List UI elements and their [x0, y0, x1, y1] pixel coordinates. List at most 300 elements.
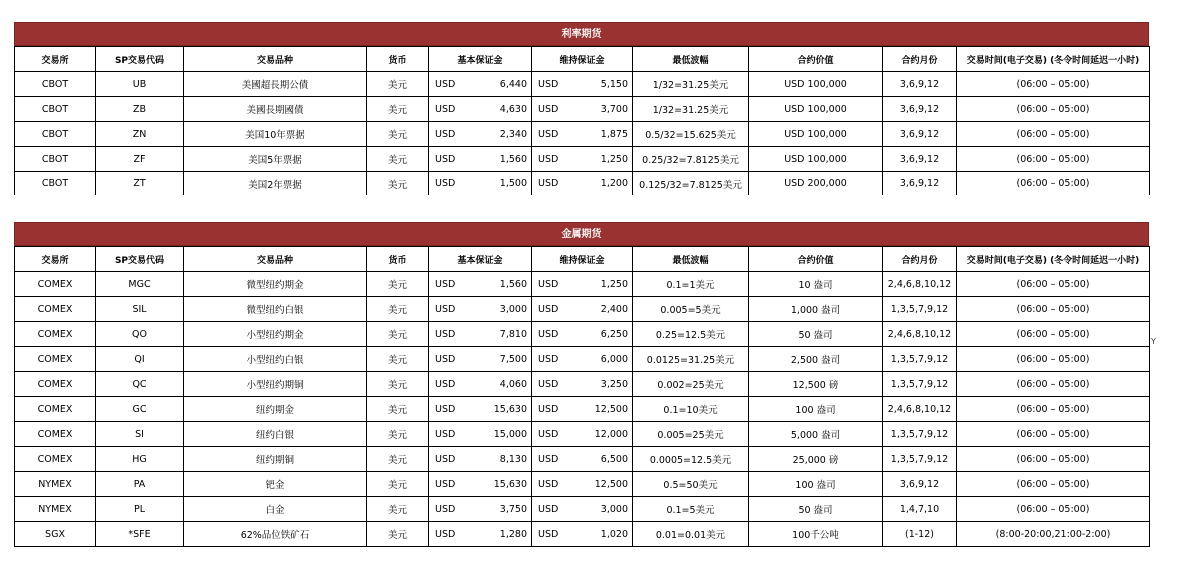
amount-wrap: [532, 104, 632, 115]
metal-futures-table: [14, 246, 1150, 547]
currency-cell: 美元: [367, 297, 429, 322]
tick-cell: 1/32=31.25美元: [633, 97, 749, 122]
hours-cell: (06:00 – 05:00): [957, 322, 1150, 347]
currency-code: USD: [538, 153, 559, 165]
amount-wrap: [532, 354, 632, 365]
tick-cell: 0.1=10美元: [633, 397, 749, 422]
amount-value: 4,060: [499, 378, 527, 390]
code-cell: *SFE: [96, 522, 184, 547]
product-cell: 小型纽约期金: [184, 322, 367, 347]
contract-value-cell: 10 盎司: [749, 272, 883, 297]
amount-wrap: [532, 379, 632, 390]
currency-code: USD: [538, 528, 559, 540]
table-row: [15, 522, 1150, 547]
exchange-cell: CBOT: [15, 172, 96, 196]
maintenance-margin-cell: [532, 122, 633, 147]
table-row: [15, 347, 1150, 372]
hours-cell: (06:00 – 05:00): [957, 372, 1150, 397]
contract-value-cell: 50 盎司: [749, 497, 883, 522]
col-exchange-header: 交易所: [15, 47, 96, 72]
currency-code: USD: [538, 103, 559, 115]
product-cell: 钯金: [184, 472, 367, 497]
tick-cell: 0.01=0.01美元: [633, 522, 749, 547]
months-cell: 2,4,6,8,10,12: [883, 322, 957, 347]
initial-margin-cell: [429, 322, 532, 347]
tick-cell: 0.005=5美元: [633, 297, 749, 322]
exchange-cell: CBOT: [15, 97, 96, 122]
amount-wrap: [532, 304, 632, 315]
exchange-cell: COMEX: [15, 347, 96, 372]
amount-value: 3,000: [499, 303, 527, 315]
contract-value-cell: 100 盎司: [749, 472, 883, 497]
amount-value: 6,500: [600, 453, 628, 465]
contract-value-cell: 12,500 磅: [749, 372, 883, 397]
amount-wrap: [429, 529, 531, 540]
table-body: [15, 272, 1150, 547]
hours-cell: (06:00 – 05:00): [957, 347, 1150, 372]
amount-value: 12,000: [594, 428, 628, 440]
product-cell: 微型纽约白银: [184, 297, 367, 322]
amount-wrap: [429, 79, 531, 90]
amount-value: 6,000: [600, 353, 628, 365]
table-row: [15, 472, 1150, 497]
amount-wrap: [532, 404, 632, 415]
hours-cell: (06:00 – 05:00): [957, 72, 1150, 97]
months-cell: 3,6,9,12: [883, 122, 957, 147]
currency-code: USD: [435, 428, 456, 440]
tick-cell: 0.0125=31.25美元: [633, 347, 749, 372]
hours-cell: (06:00 – 05:00): [957, 397, 1150, 422]
col-contract-value-header: 合约价值: [749, 47, 883, 72]
currency-cell: 美元: [367, 522, 429, 547]
code-cell: SIL: [96, 297, 184, 322]
col-code-header: SP交易代码: [96, 247, 184, 272]
currency-code: USD: [538, 403, 559, 415]
maintenance-margin-cell: [532, 97, 633, 122]
table-row: [15, 447, 1150, 472]
initial-margin-cell: [429, 72, 532, 97]
maintenance-margin-cell: [532, 422, 633, 447]
col-initial-margin-header: 基本保证金: [429, 247, 532, 272]
currency-cell: 美元: [367, 422, 429, 447]
amount-value: 1,280: [499, 528, 527, 540]
amount-wrap: [532, 178, 632, 189]
currency-code: USD: [435, 103, 456, 115]
code-cell: ZF: [96, 147, 184, 172]
col-months-header: 合约月份: [883, 247, 957, 272]
product-cell: 纽约期铜: [184, 447, 367, 472]
tick-cell: 1/32=31.25美元: [633, 72, 749, 97]
maintenance-margin-cell: [532, 497, 633, 522]
currency-cell: 美元: [367, 497, 429, 522]
maintenance-margin-cell: [532, 522, 633, 547]
contract-value-cell: 25,000 磅: [749, 447, 883, 472]
months-cell: 1,3,5,7,9,12: [883, 447, 957, 472]
tick-cell: 0.5=50美元: [633, 472, 749, 497]
amount-value: 1,500: [499, 178, 527, 189]
currency-code: USD: [435, 128, 456, 140]
amount-wrap: [429, 129, 531, 140]
product-cell: 小型纽约白银: [184, 347, 367, 372]
tick-cell: 0.25/32=7.8125美元: [633, 147, 749, 172]
currency-cell: 美元: [367, 147, 429, 172]
tick-cell: 0.002=25美元: [633, 372, 749, 397]
code-cell: SI: [96, 422, 184, 447]
col-code-header: SP交易代码: [96, 47, 184, 72]
amount-wrap: [429, 404, 531, 415]
maintenance-margin-cell: [532, 447, 633, 472]
code-cell: UB: [96, 72, 184, 97]
code-cell: PA: [96, 472, 184, 497]
maintenance-margin-cell: [532, 272, 633, 297]
amount-value: 4,630: [499, 103, 527, 115]
table-body: [15, 72, 1150, 196]
maintenance-margin-cell: [532, 322, 633, 347]
currency-code: USD: [538, 278, 559, 290]
interest-rate-futures-table: [14, 46, 1150, 195]
col-maintenance-margin-header: 维持保证金: [532, 247, 633, 272]
exchange-cell: COMEX: [15, 447, 96, 472]
maintenance-margin-cell: [532, 72, 633, 97]
hours-cell: (06:00 – 05:00): [957, 97, 1150, 122]
initial-margin-cell: [429, 97, 532, 122]
contract-value-cell: 2,500 盎司: [749, 347, 883, 372]
amount-value: 15,630: [493, 403, 527, 415]
initial-margin-cell: [429, 272, 532, 297]
currency-cell: 美元: [367, 372, 429, 397]
amount-wrap: [429, 429, 531, 440]
table-row: [15, 372, 1150, 397]
currency-code: USD: [538, 353, 559, 365]
col-hours-header: 交易时间(电子交易) (冬令时间延迟一小时): [957, 47, 1150, 72]
contract-value-cell: USD 100,000: [749, 122, 883, 147]
side-mark: Y: [1151, 337, 1156, 346]
months-cell: 1,3,5,7,9,12: [883, 372, 957, 397]
amount-wrap: [532, 454, 632, 465]
amount-wrap: [532, 479, 632, 490]
code-cell: QO: [96, 322, 184, 347]
maintenance-margin-cell: [532, 147, 633, 172]
code-cell: HG: [96, 447, 184, 472]
currency-code: USD: [435, 478, 456, 490]
currency-cell: 美元: [367, 447, 429, 472]
table-row: [15, 297, 1150, 322]
product-cell: 白金: [184, 497, 367, 522]
contract-value-cell: 1,000 盎司: [749, 297, 883, 322]
amount-wrap: [429, 279, 531, 290]
currency-code: USD: [538, 78, 559, 90]
contract-value-cell: 5,000 盎司: [749, 422, 883, 447]
amount-wrap: [429, 354, 531, 365]
currency-cell: 美元: [367, 472, 429, 497]
hours-cell: (06:00 – 05:00): [957, 447, 1150, 472]
col-hours-header: 交易时间(电子交易) (冬令时间延迟一小时): [957, 247, 1150, 272]
amount-value: 3,250: [600, 378, 628, 390]
col-currency-header: 货币: [367, 247, 429, 272]
table-row: [15, 147, 1150, 172]
hours-cell: (06:00 – 05:00): [957, 147, 1150, 172]
amount-value: 8,130: [499, 453, 527, 465]
product-cell: 美國長期國債: [184, 97, 367, 122]
currency-code: USD: [435, 528, 456, 540]
metal-futures-section: [14, 222, 1149, 547]
currency-code: USD: [435, 78, 456, 90]
table-row: [15, 72, 1150, 97]
col-months-header: 合约月份: [883, 47, 957, 72]
code-cell: QC: [96, 372, 184, 397]
currency-cell: 美元: [367, 172, 429, 196]
code-cell: QI: [96, 347, 184, 372]
months-cell: 3,6,9,12: [883, 72, 957, 97]
interest-rate-futures-section: [14, 22, 1149, 195]
amount-wrap: [429, 178, 531, 189]
amount-value: 6,250: [600, 328, 628, 340]
tick-cell: 0.25=12.5美元: [633, 322, 749, 347]
currency-code: USD: [538, 453, 559, 465]
table-row: [15, 422, 1150, 447]
hours-cell: (06:00 – 05:00): [957, 497, 1150, 522]
exchange-cell: CBOT: [15, 72, 96, 97]
amount-wrap: [532, 79, 632, 90]
amount-value: 3,000: [600, 503, 628, 515]
tick-cell: 0.1=1美元: [633, 272, 749, 297]
currency-code: USD: [538, 428, 559, 440]
initial-margin-cell: [429, 472, 532, 497]
maintenance-margin-cell: [532, 397, 633, 422]
contract-value-cell: USD 200,000: [749, 172, 883, 196]
exchange-cell: NYMEX: [15, 497, 96, 522]
currency-cell: 美元: [367, 397, 429, 422]
tick-cell: 0.5/32=15.625美元: [633, 122, 749, 147]
amount-wrap: [532, 529, 632, 540]
maintenance-margin-cell: [532, 372, 633, 397]
months-cell: 3,6,9,12: [883, 172, 957, 196]
col-initial-margin-header: 基本保证金: [429, 47, 532, 72]
product-cell: 纽约白银: [184, 422, 367, 447]
initial-margin-cell: [429, 447, 532, 472]
code-cell: GC: [96, 397, 184, 422]
table-row: [15, 397, 1150, 422]
code-cell: ZT: [96, 172, 184, 196]
currency-cell: 美元: [367, 72, 429, 97]
currency-cell: 美元: [367, 97, 429, 122]
exchange-cell: COMEX: [15, 422, 96, 447]
months-cell: 2,4,6,8,10,12: [883, 397, 957, 422]
amount-value: 12,500: [594, 403, 628, 415]
hours-cell: (8:00-20:00,21:00-2:00): [957, 522, 1150, 547]
contract-value-cell: USD 100,000: [749, 97, 883, 122]
currency-code: USD: [538, 503, 559, 515]
months-cell: 2,4,6,8,10,12: [883, 272, 957, 297]
col-maintenance-margin-header: 维持保证金: [532, 47, 633, 72]
months-cell: 3,6,9,12: [883, 147, 957, 172]
initial-margin-cell: [429, 422, 532, 447]
months-cell: 1,4,7,10: [883, 497, 957, 522]
currency-code: USD: [435, 328, 456, 340]
months-cell: 3,6,9,12: [883, 97, 957, 122]
hours-cell: (06:00 – 05:00): [957, 422, 1150, 447]
amount-value: 1,250: [600, 153, 628, 165]
amount-wrap: [532, 429, 632, 440]
amount-value: 15,630: [493, 478, 527, 490]
amount-wrap: [429, 304, 531, 315]
currency-code: USD: [538, 478, 559, 490]
currency-code: USD: [538, 303, 559, 315]
section-title: 利率期货: [14, 22, 1149, 46]
currency-cell: 美元: [367, 272, 429, 297]
amount-value: 15,000: [493, 428, 527, 440]
amount-wrap: [429, 329, 531, 340]
currency-code: USD: [435, 278, 456, 290]
col-currency-header: 货币: [367, 47, 429, 72]
product-cell: 62%品位铁矿石: [184, 522, 367, 547]
initial-margin-cell: [429, 397, 532, 422]
currency-code: USD: [538, 328, 559, 340]
currency-code: USD: [435, 178, 456, 189]
currency-cell: 美元: [367, 322, 429, 347]
table-row: [15, 497, 1150, 522]
amount-value: 6,440: [499, 78, 527, 90]
maintenance-margin-cell: [532, 472, 633, 497]
currency-code: USD: [435, 353, 456, 365]
hours-cell: (06:00 – 05:00): [957, 272, 1150, 297]
amount-value: 1,020: [600, 528, 628, 540]
table-row: [15, 322, 1150, 347]
amount-value: 3,700: [600, 103, 628, 115]
exchange-cell: COMEX: [15, 272, 96, 297]
amount-value: 12,500: [594, 478, 628, 490]
months-cell: 1,3,5,7,9,12: [883, 297, 957, 322]
exchange-cell: COMEX: [15, 297, 96, 322]
contract-value-cell: 100 盎司: [749, 397, 883, 422]
amount-wrap: [429, 104, 531, 115]
table-row: [15, 272, 1150, 297]
currency-cell: 美元: [367, 122, 429, 147]
contract-value-cell: USD 100,000: [749, 147, 883, 172]
initial-margin-cell: [429, 147, 532, 172]
currency-code: USD: [435, 153, 456, 165]
product-cell: 美国10年票据: [184, 122, 367, 147]
header-row: [15, 247, 1150, 272]
amount-value: 2,340: [499, 128, 527, 140]
hours-cell: (06:00 – 05:00): [957, 297, 1150, 322]
amount-wrap: [532, 129, 632, 140]
col-exchange-header: 交易所: [15, 247, 96, 272]
currency-code: USD: [538, 178, 559, 189]
amount-value: 2,400: [600, 303, 628, 315]
months-cell: 1,3,5,7,9,12: [883, 422, 957, 447]
contract-value-cell: USD 100,000: [749, 72, 883, 97]
table-row: [15, 122, 1150, 147]
amount-value: 7,810: [499, 328, 527, 340]
amount-value: 1,200: [600, 178, 628, 189]
currency-code: USD: [435, 378, 456, 390]
contract-value-cell: 100千公吨: [749, 522, 883, 547]
initial-margin-cell: [429, 172, 532, 196]
currency-code: USD: [435, 403, 456, 415]
amount-wrap: [532, 279, 632, 290]
code-cell: ZN: [96, 122, 184, 147]
currency-code: USD: [435, 503, 456, 515]
code-cell: ZB: [96, 97, 184, 122]
hours-cell: (06:00 – 05:00): [957, 122, 1150, 147]
amount-value: 1,560: [499, 278, 527, 290]
currency-code: USD: [435, 303, 456, 315]
amount-wrap: [532, 504, 632, 515]
currency-code: USD: [435, 453, 456, 465]
months-cell: 3,6,9,12: [883, 472, 957, 497]
exchange-cell: NYMEX: [15, 472, 96, 497]
exchange-cell: COMEX: [15, 372, 96, 397]
maintenance-margin-cell: [532, 347, 633, 372]
currency-cell: 美元: [367, 347, 429, 372]
exchange-cell: CBOT: [15, 122, 96, 147]
maintenance-margin-cell: [532, 172, 633, 196]
contract-value-cell: 50 盎司: [749, 322, 883, 347]
amount-wrap: [532, 154, 632, 165]
col-tick-header: 最低波幅: [633, 47, 749, 72]
hours-cell: (06:00 – 05:00): [957, 172, 1150, 196]
col-product-header: 交易品种: [184, 47, 367, 72]
table-row: [15, 97, 1150, 122]
amount-value: 7,500: [499, 353, 527, 365]
table-row: [15, 172, 1150, 196]
amount-wrap: [429, 504, 531, 515]
amount-value: 1,875: [600, 128, 628, 140]
tick-cell: 0.1=5美元: [633, 497, 749, 522]
amount-wrap: [429, 379, 531, 390]
col-tick-header: 最低波幅: [633, 247, 749, 272]
amount-value: 1,560: [499, 153, 527, 165]
exchange-cell: COMEX: [15, 322, 96, 347]
product-cell: 微型纽约期金: [184, 272, 367, 297]
initial-margin-cell: [429, 297, 532, 322]
section-title: 金属期货: [14, 222, 1149, 246]
maintenance-margin-cell: [532, 297, 633, 322]
col-product-header: 交易品种: [184, 247, 367, 272]
initial-margin-cell: [429, 522, 532, 547]
initial-margin-cell: [429, 347, 532, 372]
exchange-cell: COMEX: [15, 397, 96, 422]
initial-margin-cell: [429, 372, 532, 397]
currency-code: USD: [538, 378, 559, 390]
col-contract-value-header: 合约价值: [749, 247, 883, 272]
product-cell: 纽约期金: [184, 397, 367, 422]
months-cell: (1-12): [883, 522, 957, 547]
header-row: [15, 47, 1150, 72]
exchange-cell: CBOT: [15, 147, 96, 172]
amount-value: 3,750: [499, 503, 527, 515]
product-cell: 美國超長期公債: [184, 72, 367, 97]
amount-wrap: [532, 329, 632, 340]
amount-wrap: [429, 454, 531, 465]
tick-cell: 0.005=25美元: [633, 422, 749, 447]
product-cell: 美国2年票据: [184, 172, 367, 196]
product-cell: 美国5年票据: [184, 147, 367, 172]
code-cell: MGC: [96, 272, 184, 297]
amount-wrap: [429, 479, 531, 490]
initial-margin-cell: [429, 497, 532, 522]
exchange-cell: SGX: [15, 522, 96, 547]
amount-value: 5,150: [600, 78, 628, 90]
code-cell: PL: [96, 497, 184, 522]
months-cell: 1,3,5,7,9,12: [883, 347, 957, 372]
hours-cell: (06:00 – 05:00): [957, 472, 1150, 497]
product-cell: 小型纽约期铜: [184, 372, 367, 397]
tick-cell: 0.125/32=7.8125美元: [633, 172, 749, 196]
currency-code: USD: [538, 128, 559, 140]
tick-cell: 0.0005=12.5美元: [633, 447, 749, 472]
